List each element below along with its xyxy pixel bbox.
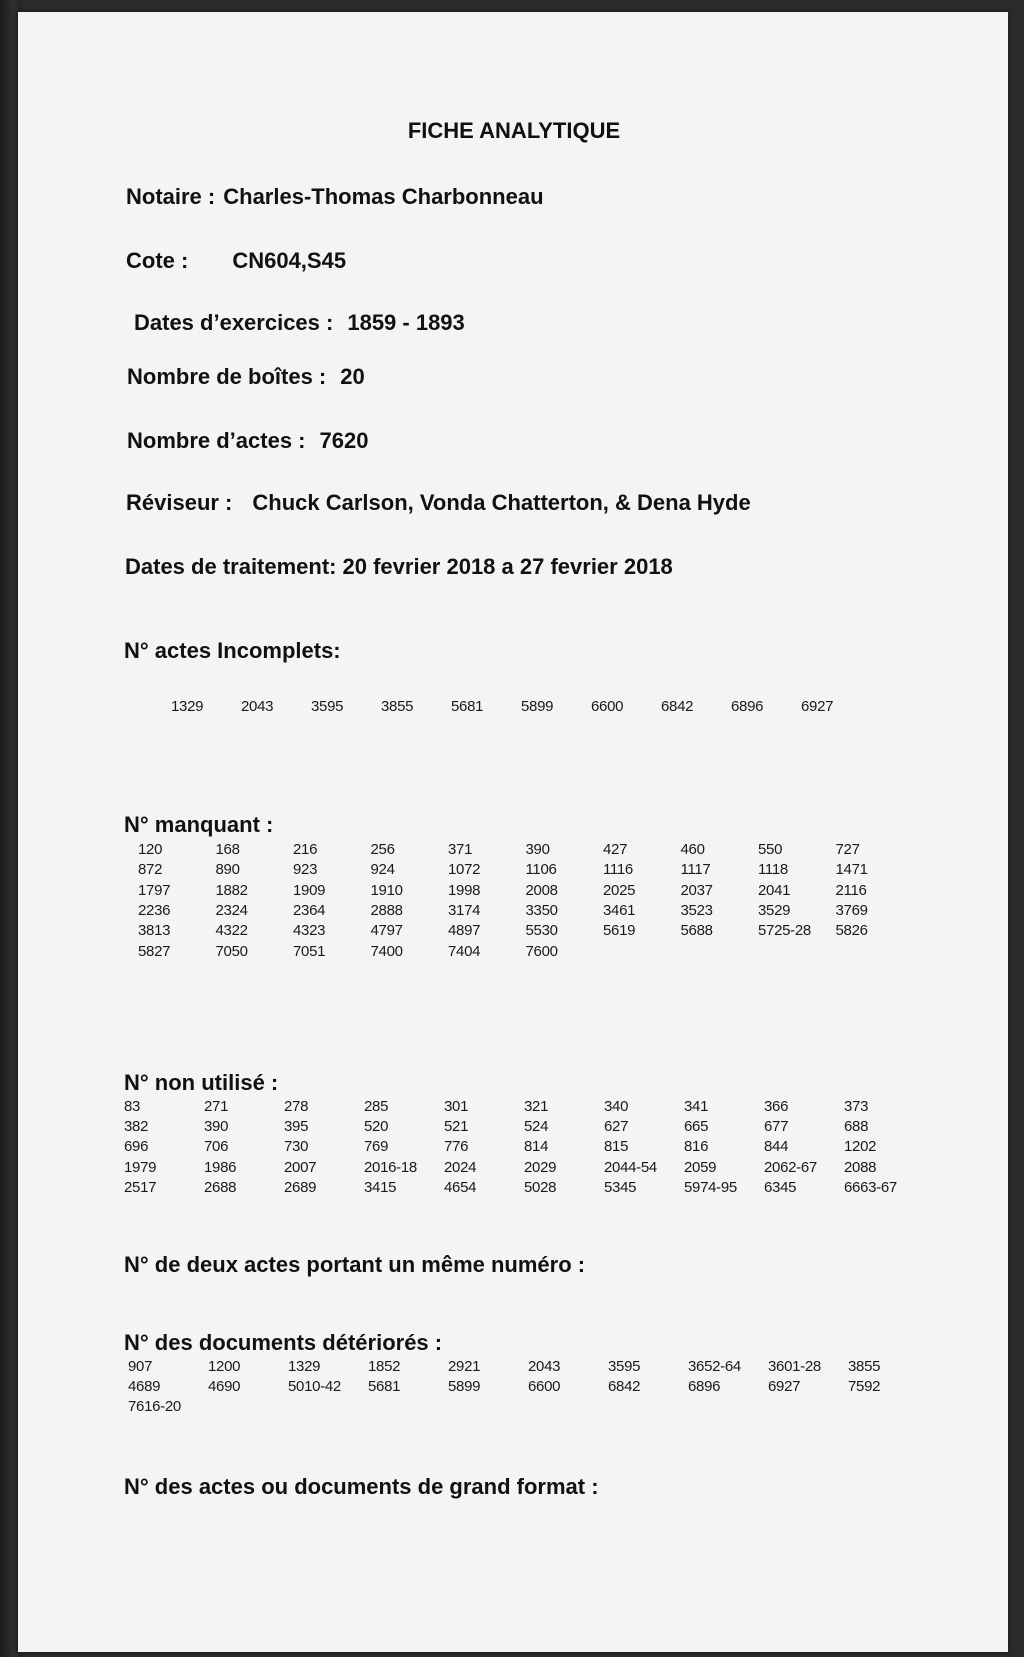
dates-exercices-field (134, 310, 465, 336)
nombre-actes-field (127, 428, 368, 454)
list-item: 706 (204, 1138, 229, 1156)
incomplets-heading: N° actes Incomplets: (124, 638, 341, 663)
list-item: 4897 (448, 922, 481, 940)
list-item: 4690 (208, 1378, 241, 1395)
list-item: 3813 (138, 922, 171, 940)
list-item: 1998 (448, 881, 481, 899)
dates-traitement-field (125, 554, 673, 580)
list-item: 2688 (204, 1178, 237, 1196)
list-item: 390 (525, 841, 550, 858)
list-item: 3595 (311, 698, 344, 715)
list-item: 2043 (241, 698, 274, 715)
reviseur-field (126, 490, 751, 516)
list-item: 256 (370, 841, 395, 858)
list-item: 5899 (448, 1378, 481, 1395)
list-item: 6600 (528, 1378, 561, 1395)
list-item: 2024 (444, 1158, 477, 1176)
list-item: 371 (448, 841, 473, 858)
list-item: 3415 (364, 1178, 397, 1196)
list-item: 3174 (448, 901, 481, 919)
list-item: 168 (215, 841, 240, 858)
list-item: 1909 (293, 881, 326, 899)
list-item: 2037 (680, 881, 713, 899)
list-item: 521 (444, 1118, 469, 1136)
list-item: 3769 (835, 901, 868, 919)
list-item: 3529 (758, 901, 791, 919)
list-item: 550 (758, 841, 783, 858)
list-item: 627 (604, 1118, 629, 1136)
list-item: 6600 (591, 698, 624, 715)
dates-exercices-label: Dates d’exercices : (134, 310, 334, 335)
list-item: 427 (603, 841, 628, 858)
list-item: 924 (370, 861, 395, 879)
list-item: 2044-54 (604, 1158, 657, 1176)
list-item: 1117 (680, 861, 711, 879)
list-item: 83 (124, 1098, 141, 1115)
list-item: 2888 (370, 901, 403, 919)
list-item: 5681 (451, 698, 484, 715)
list-item: 5688 (680, 922, 713, 940)
list-item: 6896 (688, 1378, 721, 1395)
cote-label: Cote : (126, 248, 189, 273)
nombre-boites-field (127, 364, 365, 390)
list-item: 776 (444, 1138, 469, 1156)
list-item: 3855 (848, 1358, 881, 1375)
list-item: 285 (364, 1098, 389, 1115)
list-item: 7051 (293, 942, 326, 960)
list-item: 321 (524, 1098, 549, 1115)
list-item: 460 (680, 841, 705, 858)
nombre-actes-value: 7620 (319, 428, 369, 453)
list-item: 2116 (835, 881, 867, 899)
nombre-actes-label: Nombre d’actes : (127, 428, 306, 453)
list-item: 7404 (448, 942, 481, 960)
list-item: 3461 (603, 901, 636, 919)
grand-format-heading: N° des actes ou documents de grand format : (124, 1474, 599, 1499)
list-item: 2029 (524, 1158, 557, 1176)
list-item: 524 (524, 1118, 549, 1136)
list-item: 677 (764, 1118, 789, 1136)
list-item: 520 (364, 1118, 389, 1136)
list-item: 2062-67 (764, 1158, 817, 1176)
list-item: 5345 (604, 1178, 637, 1196)
list-item: 872 (138, 861, 163, 879)
reviseur-label: Réviseur : (126, 490, 233, 515)
list-item: 6663-67 (844, 1178, 897, 1196)
dates-traitement-label: Dates de traitement: (125, 554, 337, 579)
list-item: 5974-95 (684, 1178, 737, 1196)
list-item: 2008 (525, 881, 558, 899)
deux-actes-heading: N° de deux actes portant un même numéro : (124, 1252, 586, 1277)
list-item: 390 (204, 1118, 229, 1136)
list-item: 395 (284, 1118, 309, 1136)
list-item: 696 (124, 1138, 149, 1156)
list-item: 923 (293, 861, 318, 879)
list-item: 727 (835, 841, 860, 858)
list-item: 2689 (284, 1178, 317, 1196)
list-item: 120 (138, 841, 163, 858)
list-item: 769 (364, 1138, 389, 1156)
nombre-boites-value: 20 (340, 364, 365, 389)
list-item: 4654 (444, 1178, 477, 1196)
list-item: 301 (444, 1098, 469, 1115)
list-item: 7592 (848, 1378, 881, 1395)
list-item: 3855 (381, 698, 414, 715)
list-item: 6896 (731, 698, 764, 715)
list-item: 815 (604, 1138, 629, 1156)
list-item: 1797 (138, 881, 171, 899)
list-item: 5899 (521, 698, 554, 715)
list-item: 1072 (448, 861, 481, 879)
list-item: 2043 (528, 1358, 561, 1375)
list-item: 7600 (525, 942, 558, 960)
list-item: 844 (764, 1138, 789, 1156)
list-item: 1329 (288, 1358, 321, 1375)
deteriores-heading: N° des documents détériorés : (124, 1330, 443, 1355)
list-item: 1118 (758, 861, 788, 879)
list-item: 278 (284, 1098, 309, 1115)
list-item: 2324 (215, 901, 248, 919)
manquant-heading: N° manquant : (124, 812, 274, 837)
list-item: 2921 (448, 1358, 481, 1375)
list-item: 340 (604, 1098, 629, 1115)
list-item: 3595 (608, 1358, 641, 1375)
list-item: 3652-64 (688, 1358, 741, 1375)
list-item: 3350 (525, 901, 558, 919)
list-item: 373 (844, 1098, 869, 1115)
list-item: 4797 (370, 922, 403, 940)
list-item: 6842 (608, 1378, 641, 1395)
list-item: 5619 (603, 922, 636, 940)
list-item: 1986 (204, 1158, 237, 1176)
list-item: 2007 (284, 1158, 317, 1176)
list-item: 366 (764, 1098, 789, 1115)
list-item: 5681 (368, 1378, 401, 1395)
list-item: 2236 (138, 901, 171, 919)
list-item: 5530 (525, 922, 558, 940)
list-item: 6927 (768, 1378, 801, 1395)
reviseur-value: Chuck Carlson, Vonda Chatterton, & Dena Hyde (252, 490, 751, 515)
list-item: 5010-42 (288, 1378, 341, 1395)
list-item: 6345 (764, 1178, 797, 1196)
list-item: 816 (684, 1138, 709, 1156)
list-item: 5826 (835, 922, 868, 940)
list-item: 6842 (661, 698, 694, 715)
list-item: 814 (524, 1138, 549, 1156)
list-item: 1202 (844, 1138, 877, 1156)
list-item: 271 (204, 1098, 229, 1115)
list-item: 6927 (801, 698, 834, 715)
dates-exercices-value: 1859 - 1893 (347, 310, 465, 335)
dates-traitement-value: 20 fevrier 2018 a 27 fevrier 2018 (342, 554, 673, 579)
list-item: 7616-20 (128, 1398, 181, 1415)
cote-value: CN604,S45 (232, 248, 347, 273)
list-item: 1116 (603, 861, 633, 879)
list-item: 7050 (215, 942, 248, 960)
list-item: 2025 (603, 881, 636, 899)
list-item: 4689 (128, 1378, 161, 1395)
list-item: 1329 (171, 698, 204, 715)
list-item: 688 (844, 1118, 869, 1136)
cote-field (126, 248, 346, 274)
list-item: 2088 (844, 1158, 877, 1176)
list-item: 2059 (684, 1158, 717, 1176)
list-item: 4322 (215, 922, 248, 940)
list-item: 890 (215, 861, 240, 879)
list-item: 5028 (524, 1178, 557, 1196)
list-item: 907 (128, 1358, 153, 1375)
list-item: 3523 (680, 901, 713, 919)
notaire-label: Notaire : (126, 184, 216, 209)
list-item: 1910 (370, 881, 403, 899)
list-item: 7400 (370, 942, 403, 960)
list-item: 1852 (368, 1358, 401, 1375)
non-utilise-heading: N° non utilisé : (124, 1070, 279, 1095)
list-item: 1200 (208, 1358, 241, 1375)
list-item: 1882 (215, 881, 248, 899)
list-item: 4323 (293, 922, 326, 940)
list-item: 382 (124, 1118, 149, 1136)
list-item: 3601-28 (768, 1358, 821, 1375)
list-item: 5827 (138, 942, 171, 960)
list-item: 1106 (525, 861, 557, 879)
notaire-value: Charles-Thomas Charbonneau (223, 184, 544, 209)
list-item: 341 (684, 1098, 709, 1115)
page-title: FICHE ANALYTIQUE (407, 118, 621, 143)
list-item: 1471 (835, 861, 868, 879)
list-item: 216 (293, 841, 318, 858)
list-item: 2517 (124, 1178, 157, 1196)
list-item: 5725-28 (758, 922, 811, 940)
list-item: 1979 (124, 1158, 157, 1176)
list-item: 2364 (293, 901, 326, 919)
notaire-field (126, 184, 544, 210)
list-item: 730 (284, 1138, 309, 1156)
nombre-boites-label: Nombre de boîtes : (127, 364, 327, 389)
list-item: 2016-18 (364, 1158, 417, 1176)
list-item: 2041 (758, 881, 791, 899)
list-item: 665 (684, 1118, 709, 1136)
